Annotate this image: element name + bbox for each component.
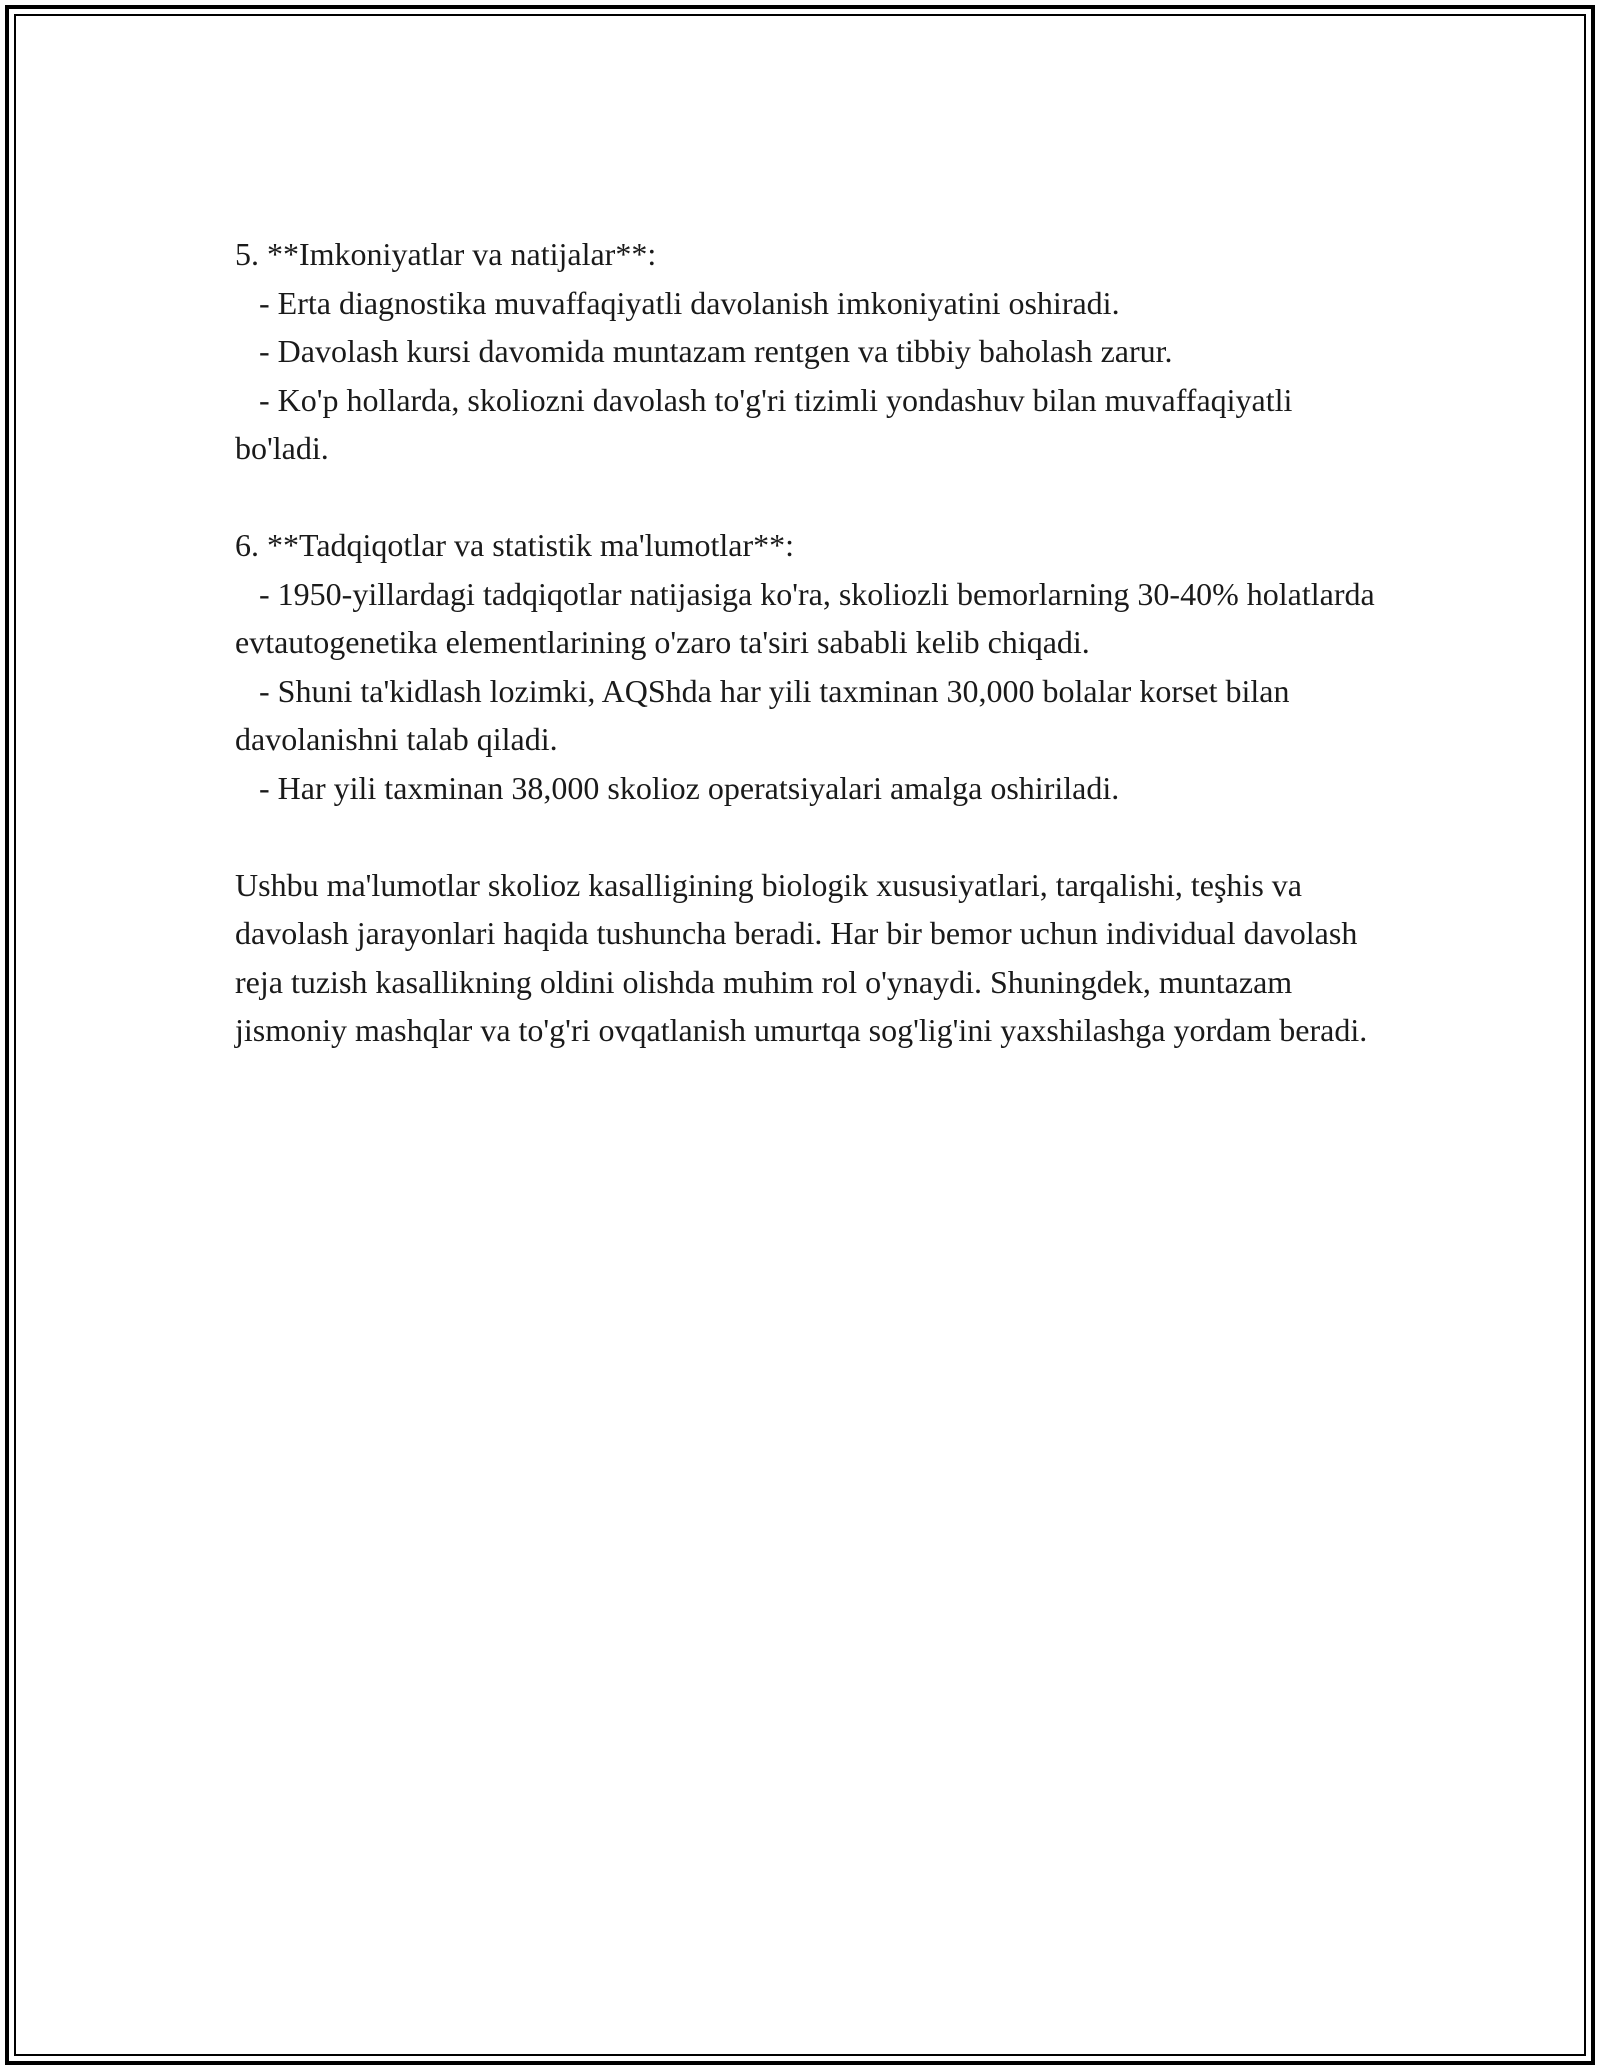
section-5-heading: 5. **Imkoniyatlar va natijalar**:: [235, 236, 657, 272]
section-6-item-2: - Shuni ta'kidlash lozimki, AQShda har yili taxminan 30,000 bolalar korset bilan davolanishni talab qiladi.: [235, 672, 1298, 757]
section-5-item-2: - Davolash kursi davomida muntazam rentgen va tibbiy baholash zarur.: [235, 333, 1173, 369]
section-6-heading: 6. **Tadqiqotlar va statistik ma'lumotlar**:: [235, 527, 794, 563]
section-5-item-1: - Erta diagnostika muvaffaqiyatli davolanish imkoniyatini oshiradi.: [235, 284, 1120, 321]
paragraph-gap: [235, 473, 1385, 522]
paragraph-gap: [235, 812, 1385, 861]
section-5-item-3: - Ko'p hollarda, skoliozni davolash to'g'ri tizimli yondashuv bilan muvaffaqiyatli bo'ladi.: [235, 381, 1301, 466]
document-body: [235, 230, 1385, 1055]
section-6: [235, 521, 1385, 812]
section-5: [235, 230, 1385, 473]
section-6-item-1: - 1950-yillardagi tadqiqotlar natijasiga ko'ra, skoliozli bemorlarning 30-40% holatlarda evtautogenetika elementlarining o'zaro ta'siri sababli kelib chiqadi.: [235, 575, 1383, 660]
section-6-item-3: - Har yili taxminan 38,000 skolioz operatsiyalari amalga oshiriladi.: [235, 769, 1120, 806]
conclusion-paragraph: Ushbu ma'lumotlar skolioz kasalligining biologik xususiyatlari, tarqalishi, teşhis va davolash jarayonlari haqida tushuncha beradi. Har bir bemor uchun individual davolash reja tuzish kasallikning oldini olishda muhim rol o'ynaydi. Shuningdek, muntazam jismoniy mashqlar va to'g'ri ovqatlanish umurtqa sog'lig'ini yaxshilashga yordam beradi.: [235, 866, 1368, 1048]
